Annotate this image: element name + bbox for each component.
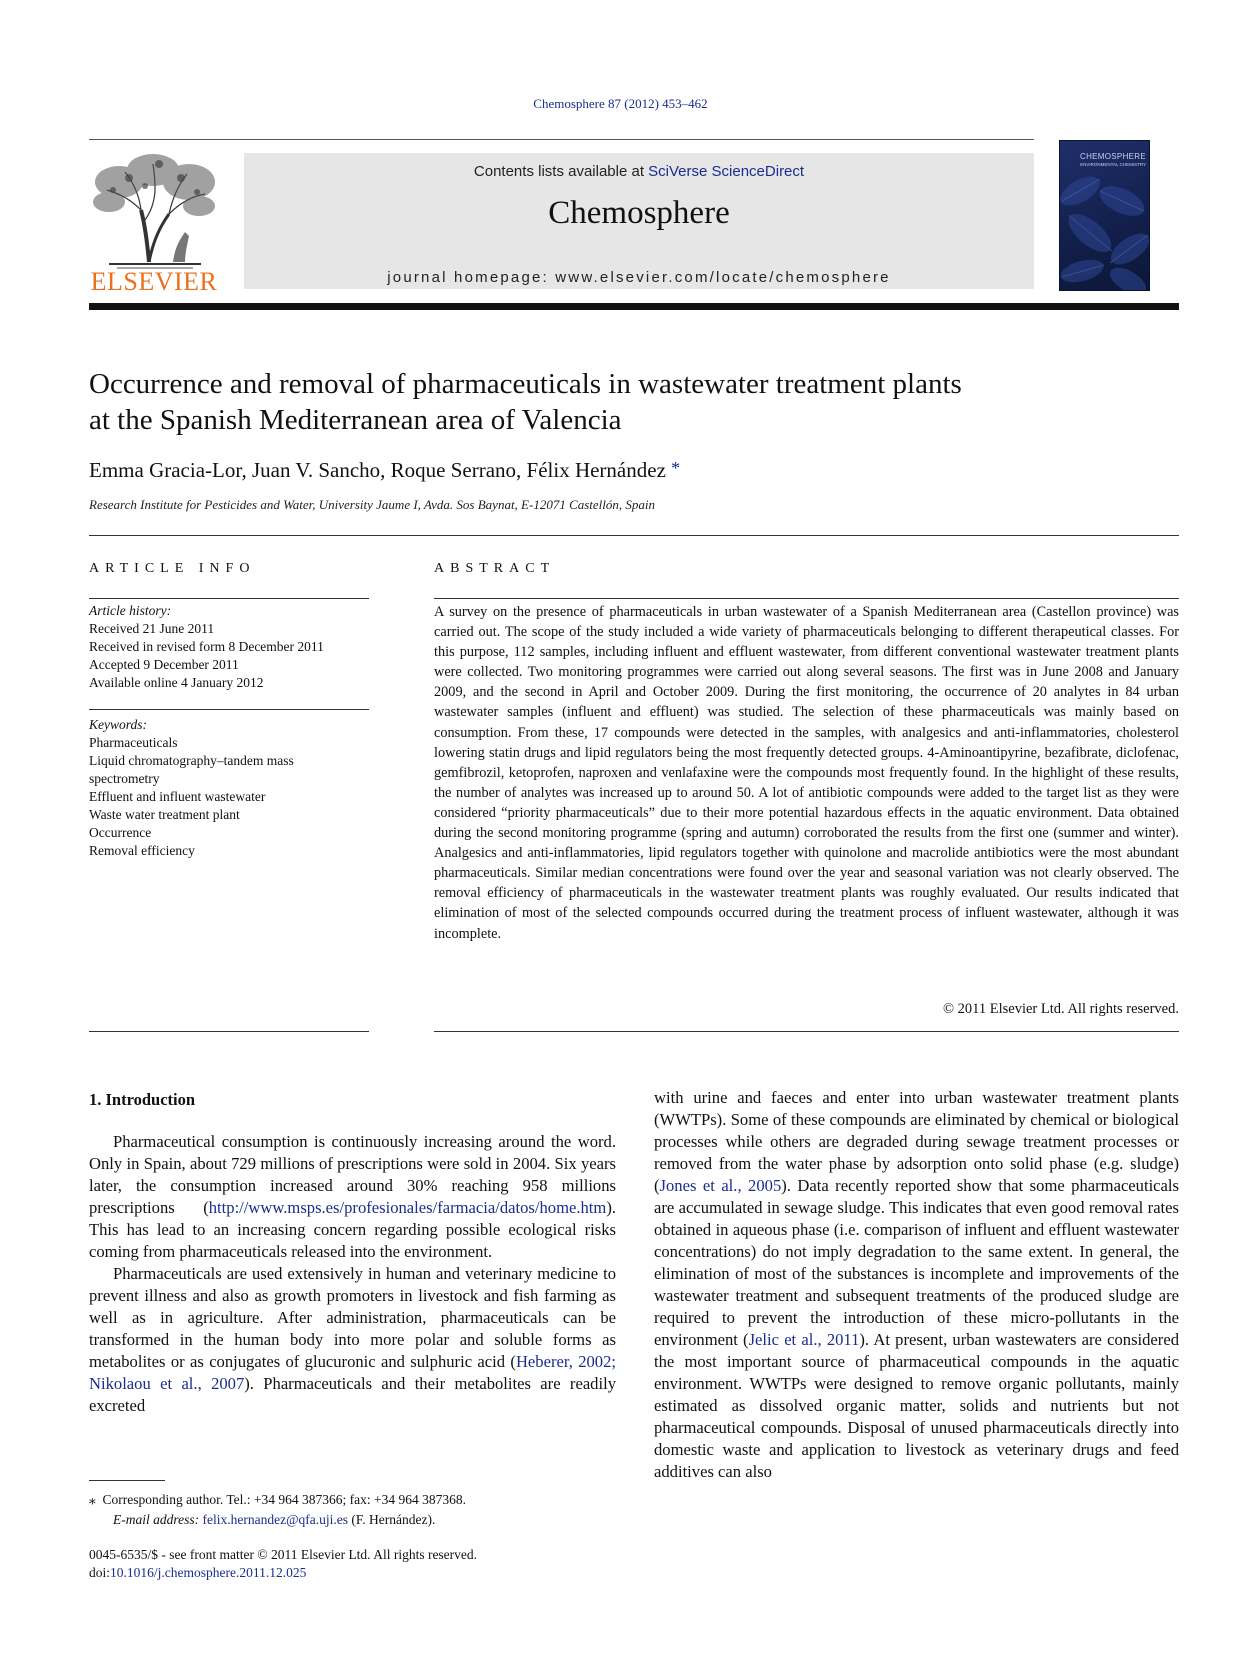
footnote-mark: ⁎ xyxy=(89,1492,96,1507)
citation-link-jelic[interactable]: Jelic et al., 2011 xyxy=(748,1330,860,1349)
contents-line xyxy=(244,163,1034,180)
intro-paragraph-2 xyxy=(89,1263,616,1417)
paragraph-text: ). This has lead to an increasing concern regarding possible ecological risks coming from pharmaceuticals released into the environment. xyxy=(89,1198,616,1261)
keywords-rule xyxy=(89,709,369,710)
doi-label: doi: xyxy=(89,1565,111,1580)
corresponding-author-footnote xyxy=(89,1490,629,1530)
footnote-rule xyxy=(89,1480,165,1481)
history-item: Available online 4 January 2012 xyxy=(89,675,264,690)
paragraph-text: Pharmaceutical consumption is continuously increasing around the word. Only in Spain, about 729 millions of prescriptions were sold in 2004. Six years later, the consumption increased around 30% reaching 958 millions prescriptions ( xyxy=(89,1132,616,1217)
email-label: E-mail address: xyxy=(113,1512,200,1527)
corresponding-author-mark[interactable]: * xyxy=(671,458,681,478)
abstract-heading: ABSTRACT xyxy=(434,561,556,576)
cover-subtitle: ENVIRONMENTAL CHEMISTRY xyxy=(1080,162,1146,167)
article-info-heading: ARTICLE INFO xyxy=(89,561,256,576)
keyword-item: spectrometry xyxy=(89,771,160,786)
body-column-right xyxy=(654,1087,1179,1483)
history-item: Received in revised form 8 December 2011 xyxy=(89,639,324,654)
abstract-copyright: © 2011 Elsevier Ltd. All rights reserved. xyxy=(943,1001,1179,1017)
paragraph-text: ). Data recently reported show that some pharmaceuticals are accumulated in sewage sludge. This indicates that even good removal rates obtained in aqueous phase (i.e. comparison of influent and effluent wastewater concentrations) do not imply degradation to the same extent. In general, the elimination of most of the substances is incomplete and improvements of the wastewater treatment and subsequent treatments of the produced sludge are required to prevent the introduction of these micro-pollutants in the environment ( xyxy=(654,1176,1179,1349)
body-column-left xyxy=(89,1131,616,1417)
keyword-item: Liquid chromatography–tandem mass xyxy=(89,753,294,768)
abstract-top-rule xyxy=(434,598,1179,599)
email-suffix: (F. Hernández). xyxy=(351,1512,436,1527)
intro-paragraph-continued xyxy=(654,1087,1179,1483)
cover-leaf-pattern xyxy=(1060,171,1149,290)
email-link[interactable]: felix.hernandez@qfa.uji.es xyxy=(202,1512,348,1527)
abstract-text: A survey on the presence of pharmaceuticals in urban wastewater of a Spanish Mediterranean area (Castellon province) was carried out. The scope of the study included a wide variety of pharmaceuticals belonging to different therapeutical classes. For this purpose, 112 samples, including influent and effluent wastewater, from different conventional wastewater treatment plants were collected. Two monitoring programmes were carried out along several seasons. The first was in June 2008 and January 2009, and the second in April and October 2009. During the first monitoring, the occurrence of 20 analytes in 84 urban wastewater samples (influent and effluent) was studied. The selection of these pharmaceuticals was mainly based on consumption. From these, 17 compounds were detected in the samples, with analgesics and anti-inflammatories, cholesterol lowering statin drugs and lipid regulators being the most frequently detected groups. 4-Aminoantipyrine, bezafibrate, diclofenac, gemfibrozil, ketoprofen, naproxen and venlafaxine were the compounds most frequently found. In the highlight of these results, the number of analytes was increased up to around 50. A lot of antibiotic compounds were added to the target list as they were considered “priority pharmaceuticals” due to their more potential hazardous effects in the aquatic environment. Data obtained during the second monitoring programme (spring and autumn) corroborated the results from the first one (summer and winter). Analgesics and anti-inflammatories, lipid regulators together with quinolone and macrolide antibiotics were the most abundant pharmaceuticals. Similar median concentrations were found over the year and seasonal variation was not clearly observed. The removal efficiency of pharmaceuticals in the wastewater treatment plants was roughly evaluated. Our results indicated that elimination of most of the selected compounds occurred during the treatment process of influent wastewater, although it was incomplete. xyxy=(434,604,1179,942)
keywords xyxy=(89,716,369,860)
article-info-top-rule xyxy=(89,598,369,599)
msps-url-link[interactable]: http://www.msps.es/profesionales/farmacia/datos/home.htm xyxy=(208,1198,607,1217)
keywords-label: Keywords: xyxy=(89,717,147,732)
keyword-item: Waste water treatment plant xyxy=(89,807,240,822)
history-label: Article history: xyxy=(89,603,172,618)
history-item: Accepted 9 December 2011 xyxy=(89,657,239,672)
article-info-bottom-rule xyxy=(89,1031,369,1032)
issn-doi-block xyxy=(89,1546,477,1582)
elsevier-wordmark: ELSEVIER xyxy=(90,267,218,296)
author-list xyxy=(89,458,680,483)
keyword-item: Effluent and influent wastewater xyxy=(89,789,266,804)
paragraph-text: ). At present, urban wastewaters are considered the most important source of pharmaceutical compounds in the aquatic environment. WWTPs were designed to remove organic pollutants, mainly estimated as dissolved organic matter, solids and nutrients but not pharmaceutical compounds. Disposal of unused pharmaceuticals directly into domestic waste and application to livestock as veterinary drugs and feed additives can also xyxy=(654,1330,1179,1481)
doi-link[interactable]: 10.1016/j.chemosphere.2011.12.025 xyxy=(110,1565,307,1580)
title-line-2: at the Spanish Mediterranean area of Valencia xyxy=(89,404,622,436)
footnote-contact: Corresponding author. Tel.: +34 964 387366; fax: +34 964 387368. xyxy=(102,1492,467,1507)
paragraph-text: ). Pharmaceuticals and their metabolites are readily excreted xyxy=(89,1374,616,1415)
keyword-item: Pharmaceuticals xyxy=(89,735,178,750)
affiliation-divider xyxy=(89,535,1179,536)
author-names: Emma Gracia-Lor, Juan V. Sancho, Roque Serrano, Félix Hernández xyxy=(89,458,666,482)
paragraph-text: Pharmaceuticals are used extensively in human and veterinary medicine to prevent illness and also as growth promoters in livestock and fish farming as well as in agriculture. After administration, pharmaceuticals can be transformed in the human body into more polar and soluble forms as metabolites or as conjugates of glucuronic and sulphuric acid ( xyxy=(89,1264,616,1371)
journal-cover-thumbnail[interactable] xyxy=(1059,140,1150,291)
top-rule xyxy=(89,139,1034,140)
article-history xyxy=(89,602,369,692)
intro-paragraph-1 xyxy=(89,1131,616,1263)
journal-homepage-link[interactable]: journal homepage: www.elsevier.com/locate/chemosphere xyxy=(387,269,891,286)
sciencedirect-link[interactable]: SciVerse ScienceDirect xyxy=(648,163,805,180)
issn-line: 0045-6535/$ - see front matter © 2011 Elsevier Ltd. All rights reserved. xyxy=(89,1547,478,1562)
keyword-item: Occurrence xyxy=(89,825,152,840)
contents-prefix: Contents lists available at xyxy=(473,163,644,180)
affiliation: Research Institute for Pesticides and Water, University Jaume I, Avda. Sos Baynat, E-12071 Castellón, Spain xyxy=(89,497,656,512)
citation-link-heberer-nikolaou[interactable]: Heberer, 2002; Nikolaou et al., 2007 xyxy=(89,1352,616,1393)
article-title xyxy=(89,366,1179,438)
journal-citation[interactable]: Chemosphere 87 (2012) 453–462 xyxy=(533,96,708,111)
header-divider xyxy=(89,303,1179,310)
history-item: Received 21 June 2011 xyxy=(89,621,215,636)
keyword-item: Removal efficiency xyxy=(89,843,195,858)
abstract-bottom-rule xyxy=(434,1031,1179,1032)
journal-masthead xyxy=(244,153,1034,289)
citation-link-jones[interactable]: Jones et al., 2005 xyxy=(659,1176,782,1195)
section-heading-introduction: 1. Introduction xyxy=(89,1090,196,1109)
cover-title: CHEMOSPHERE xyxy=(1080,152,1146,161)
title-line-1: Occurrence and removal of pharmaceuticals in wastewater treatment plants xyxy=(89,368,962,400)
paragraph-text: with urine and faeces and enter into urban wastewater treatment plants (WWTPs). Some of these compounds are eliminated by chemical or biological processes while others are degraded during sewage treatment processes or removed from the water phase by adsorption onto solid phase (e.g. sludge) ( xyxy=(654,1088,1179,1195)
journal-name: Chemosphere xyxy=(548,195,730,231)
